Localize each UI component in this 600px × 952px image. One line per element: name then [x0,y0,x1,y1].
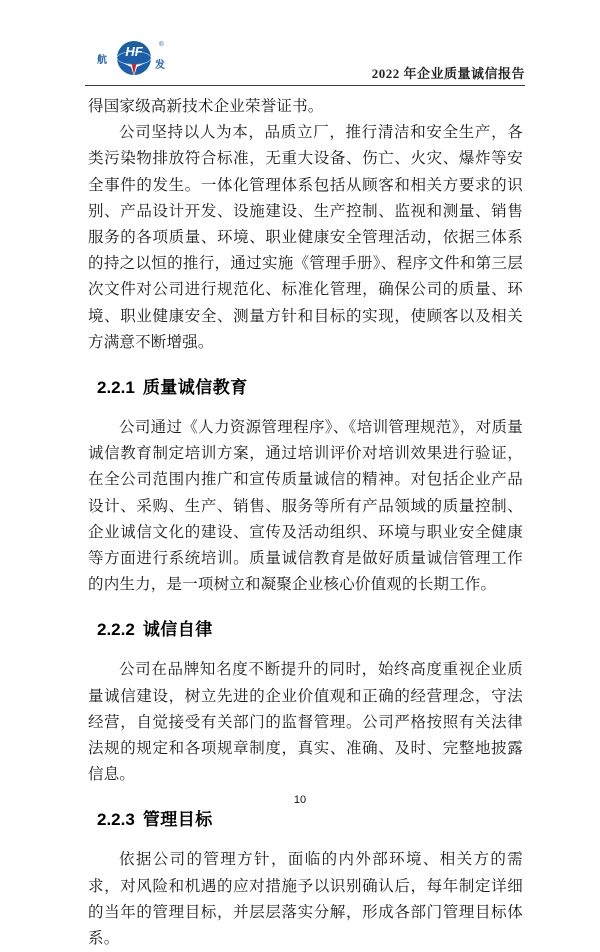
page-header [85,34,525,84]
section-number: 2.2.2 [97,620,135,640]
paragraph-intro: 公司坚持以人为本，品质立厂，推行清洁和安全生产，各类污染物排放符合标准，无重大设备、伤亡、火灾、爆炸等安全事件的发生。一体化管理体系包括从顾客和相关方要求的识别、产品设计开发、设施建设、生产控制、监视和测量、销售服务的各项质量、环境、职业健康安全管理活动，依据三体系的持之以恒的推行，通过实施《管理手册》、程序文件和第三层次文件对公司进行规范化、标准化管理，确保公司的质量、环境、职业健康安全、测量方针和目标的实现，使顾客以及相关方满意不断增强。 [88,124,523,351]
report-header-title: 2022 年企业质量诚信报告 [371,66,525,81]
section-heading-2-2-2 [88,615,523,640]
svg-text:发: 发 [155,60,165,71]
section-body-2-2-1: 公司通过《人力资源管理程序》、《培训管理规范》，对质量诚信教育制定培训方案，通过培训评价对培训效果进行验证，在全公司范围内推广和宣传质量诚信的精神。对包括企业产品设计、采购、生产、销售、服务等所有产品领域的质量控制、企业诚信文化的建设、宣传及活动组织、环境与职业安全健康等方面进行系统培训。质量诚信教育是做好质量诚信管理工作的内生力，是一项树立和凝聚企业核心价值观的长期工作。 [88,419,523,594]
header-divider [85,85,525,86]
section-body-2-2-2: 公司在品牌知名度不断提升的同时，始终高度重视企业质量诚信建设，树立先进的企业价值观和正确的经营理念，守法经营，自觉接受有关部门的监督管理。公司严格按照有关法律法规的规定和各项规章制度，真实、准确、及时、完整地披露信息。 [88,661,523,784]
section-heading-2-2-1 [88,373,523,398]
section-title: 诚信自律 [142,620,213,640]
section-title: 质量诚信教育 [142,378,248,398]
page-footer [0,790,600,808]
svg-text:®: ® [159,41,164,48]
svg-text:HF: HF [125,44,143,59]
page-number: 10 [293,794,307,806]
company-logo-icon [97,36,183,84]
document-body [88,94,523,952]
section-body-2-2-3: 依据公司的管理方针，面临的内外部环境、相关方的需求，对风险和机遇的应对措施予以识别确认后，每年制定详细的当年的管理目标，并层层落实分解，形成各部门管理目标体系。 [88,851,523,948]
paragraph-carryover: 得国家级高新技术企业荣誉证书。 [88,98,324,115]
svg-text:航: 航 [97,55,107,66]
section-heading-2-2-3 [88,805,523,830]
section-number: 2.2.3 [97,810,135,830]
section-title: 管理目标 [142,810,213,830]
section-number: 2.2.1 [97,378,135,398]
